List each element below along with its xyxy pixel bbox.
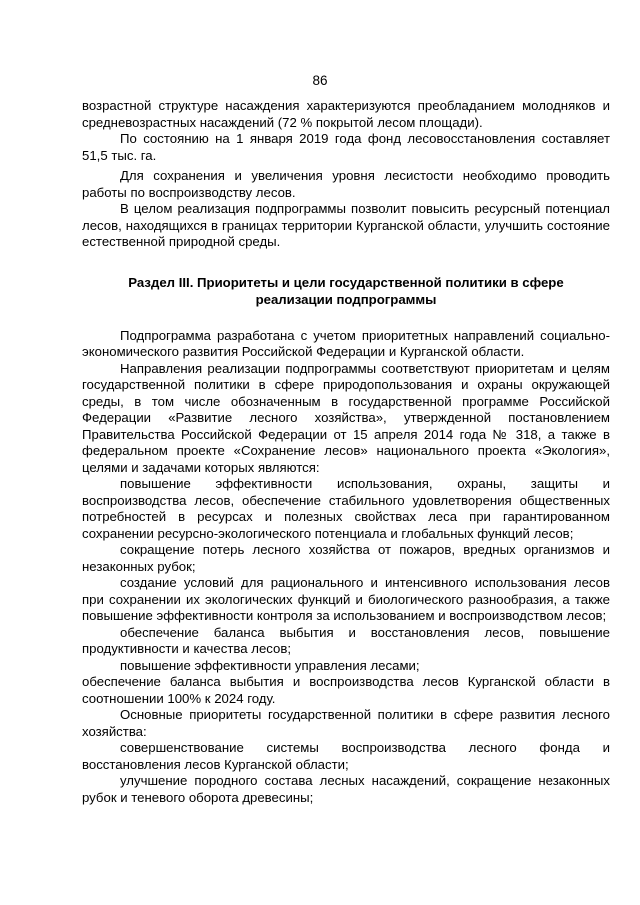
page-number: 86: [312, 73, 328, 88]
list-item-efficiency: повышение эффективности использования, охраны, защиты и воспроизводства лесов, обеспечение стабильного удовлетворения общественных потребностей в ресурсах и полезных свойствах леса при гарантированном сохранении ресурсно-экологического потенциала и глобальных функций лесов;: [82, 476, 610, 541]
list-item-management: повышение эффективности управления лесами;: [120, 657, 420, 673]
paragraph-age-structure: возрастной структуре насаждения характеризуются преобладанием молодняков и средневозрастных насаждений (72 % покрытой лесом площади).: [82, 98, 610, 130]
document-body: [82, 98, 610, 806]
paragraph-program-basis: Подпрограмма разработана с учетом приоритетных направлений социально-экономического развития Российской Федерации и Курганской области.: [82, 327, 610, 359]
list-item-kurgan-balance: обеспечение баланса выбытия и воспроизводства лесов Курганской области в соотношении 100% к 2024 году.: [82, 674, 610, 706]
list-item-rational-use: создание условий для рационального и интенсивного использования лесов при сохранении их экологических функций и биологического разнообразия, а также повышение эффективности контроля за использованием и воспроизводством лесов;: [82, 575, 610, 623]
list-item-balance: обеспечение баланса выбытия и восстановления лесов, повышение продуктивности и качества лесов;: [82, 624, 610, 656]
section-heading: Раздел III. Приоритеты и цели государственной политики в сфере реализации подпрограммы: [128, 274, 564, 307]
list-item-reproduction-system: совершенствование системы воспроизводства лесного фонда и восстановления лесов Курганской области;: [82, 740, 610, 772]
list-item-species-composition: улучшение породного состава лесных насаждений, сокращение незаконных рубок и теневого оборота древесины;: [82, 773, 610, 805]
paragraph-program-directions: Направления реализации подпрограммы соответствуют приоритетам и целям государственной политики в сфере природопользования и охраны окружающей среды, в том числе обозначенным в государственной программе Российской Федерации «Развитие лесного хозяйства», утвержденной постановлением Правительства Российской Федерации от 15 апреля 2014 года № 318, а также в федеральном проекте «Сохранение лесов» национального проекта «Экология», целями и задачами которых являются:: [82, 360, 610, 475]
paragraph-main-priorities: Основные приоритеты государственной политики в сфере развития лесного хозяйства:: [82, 707, 610, 739]
paragraph-forest-cover: Для сохранения и увеличения уровня лесистости необходимо проводить работы по воспроизводству лесов.: [82, 168, 610, 200]
list-item-loss-reduction: сокращение потерь лесного хозяйства от пожаров, вредных организмов и незаконных рубок;: [82, 542, 610, 574]
paragraph-reforestation-fund: По состоянию на 1 января 2019 года фонд лесовосстановления составляет 51,5 тыс. га.: [82, 131, 610, 163]
paragraph-program-result: В целом реализация подпрограммы позволит повысить ресурсный потенциал лесов, находящихся в границах территории Курганской области, улучшить состояние естественной природной среды.: [82, 201, 610, 249]
